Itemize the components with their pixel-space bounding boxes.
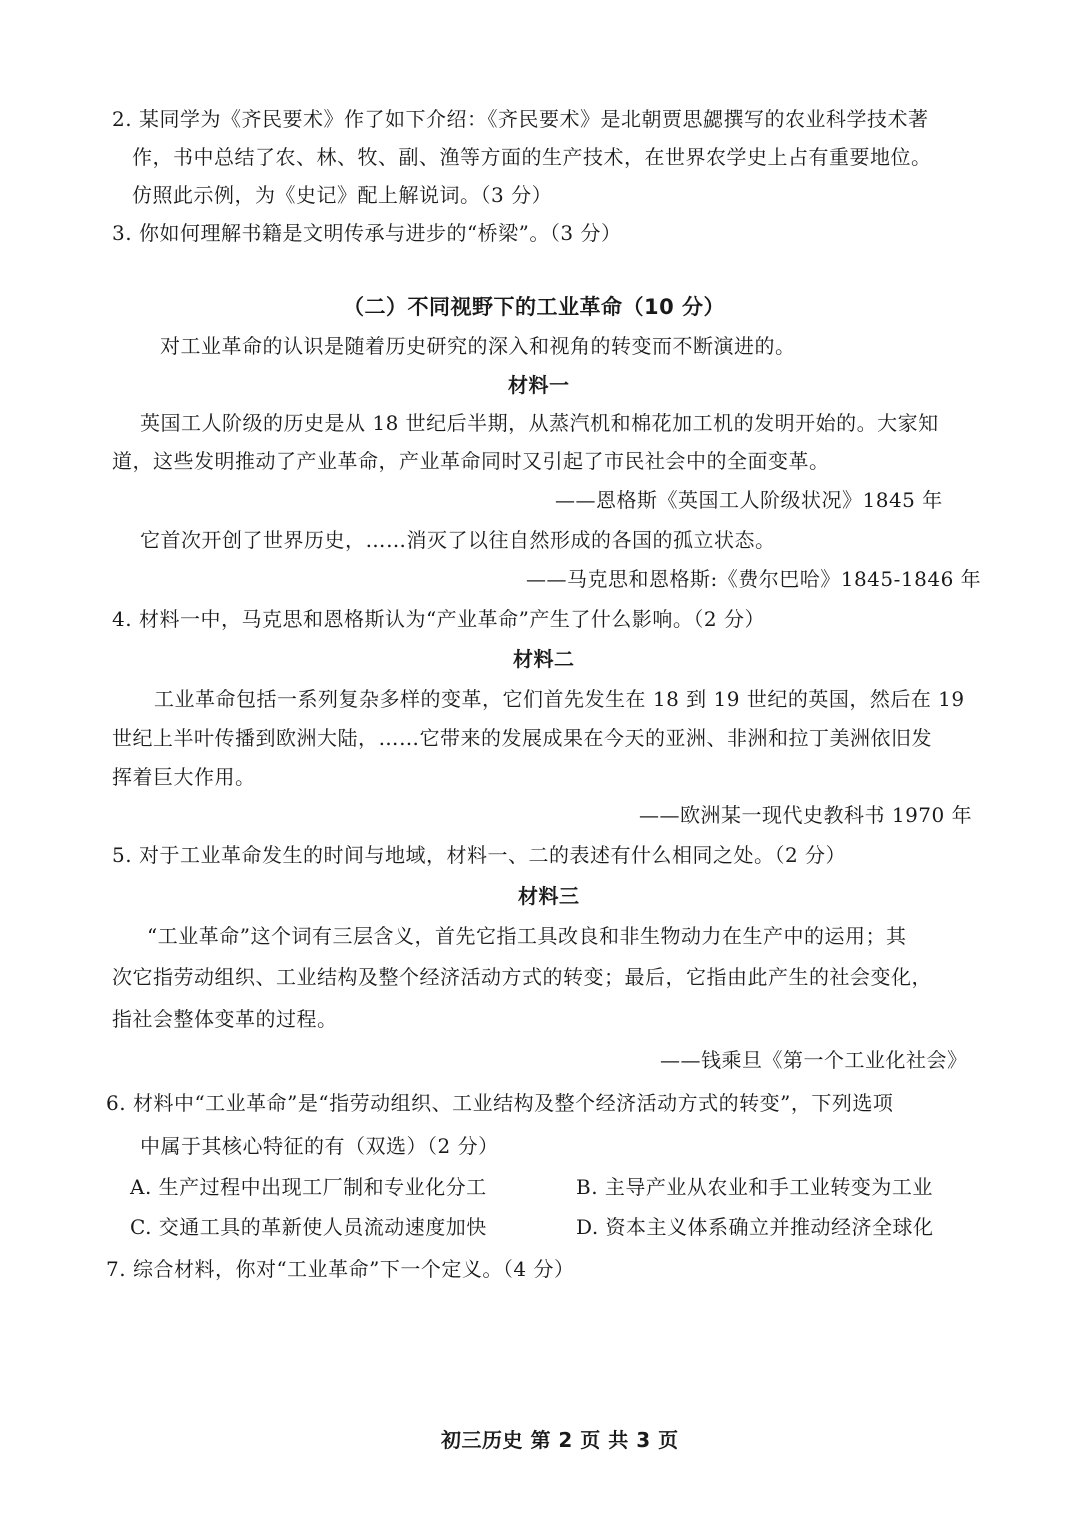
question-6-option-a: A. 生产过程中出现工厂制和专业化分工 xyxy=(130,1175,487,1199)
question-6-line-1: 6. 材料中“工业革命”是“指劳动组织、工业结构及整个经济活动方式的转变”，下列选项 xyxy=(106,1091,894,1115)
material-2-line-1: 工业革命包括一系列复杂多样的变革，它们首先发生在 18 到 19 世纪的英国，然后在 19 xyxy=(154,687,965,711)
question-5: 5. 对于工业革命发生的时间与地域，材料一、二的表述有什么相同之处。（2 分） xyxy=(112,843,847,867)
question-4: 4. 材料一中，马克思和恩格斯认为“产业革命”产生了什么影响。（2 分） xyxy=(112,607,765,631)
question-6-option-b: B. 主导产业从农业和手工业转变为工业 xyxy=(576,1175,933,1199)
question-7: 7. 综合材料，你对“工业革命”下一个定义。（4 分） xyxy=(106,1257,575,1281)
material-1-heading: 材料一 xyxy=(508,373,570,397)
material-2-source: ——欧洲某一现代史教科书 1970 年 xyxy=(639,803,973,827)
question-2-line-3: 仿照此示例，为《史记》配上解说词。（3 分） xyxy=(132,183,553,207)
material-3-heading: 材料三 xyxy=(518,884,580,908)
question-3: 3. 你如何理解书籍是文明传承与进步的“桥梁”。（3 分） xyxy=(112,221,622,245)
material-3-line-2: 次它指劳动组织、工业结构及整个经济活动方式的转变；最后，它指由此产生的社会变化， xyxy=(112,965,932,989)
material-2-line-3: 挥着巨大作用。 xyxy=(112,765,256,789)
section-title: （二）不同视野下的工业革命（10 分） xyxy=(343,295,726,319)
question-6-option-d: D. 资本主义体系确立并推动经济全球化 xyxy=(576,1215,934,1239)
material-3-source: ——钱乘旦《第一个工业化社会》 xyxy=(660,1048,968,1072)
material-1-source-2: ——马克思和恩格斯:《费尔巴哈》1845-1846 年 xyxy=(526,567,982,591)
section-intro: 对工业革命的认识是随着历史研究的深入和视角的转变而不断演进的。 xyxy=(160,334,796,358)
page-footer: 初三历史 第 2 页 共 3 页 xyxy=(441,1428,679,1452)
material-2-heading: 材料二 xyxy=(513,647,575,671)
material-1-paragraph-1-line-2: 道，这些发明推动了产业革命，产业革命同时又引起了市民社会中的全面变革。 xyxy=(112,449,830,473)
question-2-line-2: 作，书中总结了农、林、牧、副、渔等方面的生产技术，在世界农学史上占有重要地位。 xyxy=(132,145,932,169)
material-3-line-1: “工业革命”这个词有三层含义，首先它指工具改良和非生物动力在生产中的运用；其 xyxy=(147,924,907,948)
material-2-line-2: 世纪上半叶传播到欧洲大陆，……它带来的发展成果在今天的亚洲、非洲和拉丁美洲依旧发 xyxy=(112,726,932,750)
material-3-line-3: 指社会整体变革的过程。 xyxy=(112,1007,338,1031)
question-6-option-c: C. 交通工具的革新使人员流动速度加快 xyxy=(130,1215,487,1239)
question-2-line-1: 2. 某同学为《齐民要术》作了如下介绍：《齐民要术》是北朝贾思勰撰写的农业科学技术著 xyxy=(112,107,929,131)
question-6-line-2: 中属于其核心特征的有（双选）（2 分） xyxy=(140,1134,499,1158)
material-1-paragraph-1-line-1: 英国工人阶级的历史是从 18 世纪后半期，从蒸汽机和棉花加工机的发明开始的。大家知 xyxy=(140,411,939,435)
material-1-paragraph-2: 它首次开创了世界历史，……消灭了以往自然形成的各国的孤立状态。 xyxy=(140,528,776,552)
material-1-source-1: ——恩格斯《英国工人阶级状况》1845 年 xyxy=(555,488,943,512)
